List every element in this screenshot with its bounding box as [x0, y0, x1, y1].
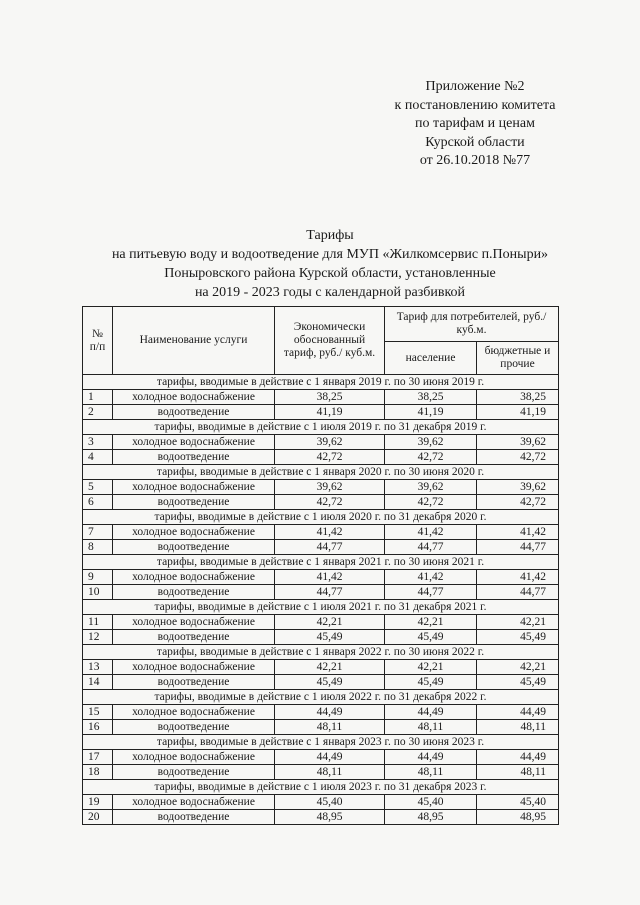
period-row [83, 465, 559, 480]
row-number: 11 [83, 615, 113, 630]
service-name: холодное водоснабжение [113, 435, 275, 450]
population-tariff-value: 41,42 [385, 570, 477, 585]
economic-tariff-value: 48,95 [275, 810, 385, 825]
economic-tariff-value: 45,49 [275, 675, 385, 690]
population-tariff-value: 44,49 [385, 750, 477, 765]
economic-tariff-value: 39,62 [275, 435, 385, 450]
budget-tariff-value: 42,72 [477, 450, 559, 465]
budget-tariff-value: 44,49 [477, 705, 559, 720]
service-name: водоотведение [113, 405, 275, 420]
economic-tariff-value: 44,77 [275, 585, 385, 600]
row-number: 15 [83, 705, 113, 720]
population-tariff-value: 44,77 [385, 540, 477, 555]
population-tariff-value: 48,11 [385, 765, 477, 780]
header-consumer-tariff: Тариф для потребителей, руб./куб.м. [385, 307, 559, 342]
budget-tariff-value: 42,21 [477, 615, 559, 630]
appendix-line: от 26.10.2018 №77 [419, 153, 531, 168]
period-label: тарифы, вводимые в действие с 1 июля 2023 г. по 31 декабря 2023 г. [83, 780, 559, 795]
table-row [83, 390, 559, 405]
header-budget: бюджетные и прочие [477, 342, 559, 375]
row-number: 12 [83, 630, 113, 645]
economic-tariff-value: 41,42 [275, 570, 385, 585]
economic-tariff-value: 41,42 [275, 525, 385, 540]
table-row [83, 615, 559, 630]
budget-tariff-value: 39,62 [477, 480, 559, 495]
title-line: на 2019 - 2023 годы с календарной разбивкой [194, 285, 466, 300]
budget-tariff-value: 42,21 [477, 660, 559, 675]
population-tariff-value: 39,62 [385, 435, 477, 450]
table-row [83, 480, 559, 495]
table-row [83, 660, 559, 675]
period-row [83, 555, 559, 570]
population-tariff-value: 45,49 [385, 630, 477, 645]
service-name: водоотведение [113, 675, 275, 690]
budget-tariff-value: 48,11 [477, 765, 559, 780]
economic-tariff-value: 38,25 [275, 390, 385, 405]
economic-tariff-value: 44,49 [275, 750, 385, 765]
row-number: 7 [83, 525, 113, 540]
population-tariff-value: 42,21 [385, 660, 477, 675]
population-tariff-value: 45,49 [385, 675, 477, 690]
service-name: водоотведение [113, 720, 275, 735]
budget-tariff-value: 48,11 [477, 720, 559, 735]
budget-tariff-value: 41,19 [477, 405, 559, 420]
service-name: холодное водоснабжение [113, 480, 275, 495]
budget-tariff-value: 45,40 [477, 795, 559, 810]
row-number: 20 [83, 810, 113, 825]
period-label: тарифы, вводимые в действие с 1 января 2023 г. по 30 июня 2023 г. [83, 735, 559, 750]
budget-tariff-value: 39,62 [477, 435, 559, 450]
period-row [83, 735, 559, 750]
row-number: 8 [83, 540, 113, 555]
population-tariff-value: 44,49 [385, 705, 477, 720]
service-name: холодное водоснабжение [113, 795, 275, 810]
service-name: водоотведение [113, 540, 275, 555]
economic-tariff-value: 41,19 [275, 405, 385, 420]
budget-tariff-value: 41,42 [477, 570, 559, 585]
population-tariff-value: 42,72 [385, 495, 477, 510]
population-tariff-value: 41,42 [385, 525, 477, 540]
service-name: холодное водоснабжение [113, 705, 275, 720]
population-tariff-value: 44,77 [385, 585, 477, 600]
row-number: 3 [83, 435, 113, 450]
table-row [83, 675, 559, 690]
appendix-line: Приложение №2 [425, 79, 525, 94]
service-name: холодное водоснабжение [113, 390, 275, 405]
period-label: тарифы, вводимые в действие с 1 июля 2020 г. по 31 декабря 2020 г. [83, 510, 559, 525]
service-name: водоотведение [113, 495, 275, 510]
table-row [83, 435, 559, 450]
service-name: холодное водоснабжение [113, 615, 275, 630]
table-row [83, 570, 559, 585]
table-row [83, 705, 559, 720]
row-number: 18 [83, 765, 113, 780]
row-number: 13 [83, 660, 113, 675]
economic-tariff-value: 42,21 [275, 660, 385, 675]
row-number: 9 [83, 570, 113, 585]
table-row [83, 495, 559, 510]
table-row [83, 810, 559, 825]
economic-tariff-value: 42,21 [275, 615, 385, 630]
period-row [83, 420, 559, 435]
service-name: холодное водоснабжение [113, 660, 275, 675]
row-number: 16 [83, 720, 113, 735]
period-row [83, 645, 559, 660]
appendix-header [360, 78, 590, 171]
economic-tariff-value: 39,62 [275, 480, 385, 495]
service-name: холодное водоснабжение [113, 525, 275, 540]
table-row [83, 585, 559, 600]
appendix-line: к постановлению комитета [394, 97, 556, 113]
header-economic-tariff: Экономически обоснованный тариф, руб./ куб.м. [275, 307, 385, 375]
appendix-line: по тарифам и ценам [415, 116, 535, 131]
service-name: водоотведение [113, 765, 275, 780]
period-label: тарифы, вводимые в действие с 1 января 2019 г. по 30 июня 2019 г. [83, 375, 559, 390]
row-number: 6 [83, 495, 113, 510]
tariff-table-body [83, 375, 559, 825]
economic-tariff-value: 48,11 [275, 720, 385, 735]
header-service: Наименование услуги [113, 307, 275, 375]
economic-tariff-value: 42,72 [275, 495, 385, 510]
service-name: водоотведение [113, 450, 275, 465]
period-row [83, 600, 559, 615]
table-row [83, 450, 559, 465]
budget-tariff-value: 48,95 [477, 810, 559, 825]
service-name: водоотведение [113, 585, 275, 600]
period-label: тарифы, вводимые в действие с 1 июля 2019 г. по 31 декабря 2019 г. [83, 420, 559, 435]
period-label: тарифы, вводимые в действие с 1 января 2021 г. по 30 июня 2021 г. [83, 555, 559, 570]
service-name: холодное водоснабжение [113, 750, 275, 765]
economic-tariff-value: 42,72 [275, 450, 385, 465]
economic-tariff-value: 44,49 [275, 705, 385, 720]
row-number: 1 [83, 390, 113, 405]
service-name: водоотведение [113, 630, 275, 645]
budget-tariff-value: 45,49 [477, 630, 559, 645]
population-tariff-value: 39,62 [385, 480, 477, 495]
budget-tariff-value: 44,77 [477, 585, 559, 600]
tariff-table [82, 306, 559, 825]
budget-tariff-value: 45,49 [477, 675, 559, 690]
row-number: 2 [83, 405, 113, 420]
economic-tariff-value: 45,49 [275, 630, 385, 645]
economic-tariff-value: 44,77 [275, 540, 385, 555]
row-number: 4 [83, 450, 113, 465]
period-label: тарифы, вводимые в действие с 1 июля 2022 г. по 31 декабря 2022 г. [83, 690, 559, 705]
table-row [83, 765, 559, 780]
population-tariff-value: 41,19 [385, 405, 477, 420]
period-row [83, 780, 559, 795]
budget-tariff-value: 38,25 [477, 390, 559, 405]
service-name: водоотведение [113, 810, 275, 825]
title-line: Поныровского района Курской области, установленные [164, 266, 496, 281]
budget-tariff-value: 44,77 [477, 540, 559, 555]
population-tariff-value: 48,11 [385, 720, 477, 735]
row-number: 14 [83, 675, 113, 690]
appendix-line: Курской области [425, 134, 525, 150]
service-name: холодное водоснабжение [113, 570, 275, 585]
population-tariff-value: 45,40 [385, 795, 477, 810]
table-row [83, 540, 559, 555]
period-row [83, 375, 559, 390]
table-row [83, 525, 559, 540]
budget-tariff-value: 42,72 [477, 495, 559, 510]
budget-tariff-value: 44,49 [477, 750, 559, 765]
table-row [83, 405, 559, 420]
period-row [83, 690, 559, 705]
population-tariff-value: 42,72 [385, 450, 477, 465]
budget-tariff-value: 41,42 [477, 525, 559, 540]
row-number: 17 [83, 750, 113, 765]
document-title [40, 226, 620, 302]
economic-tariff-value: 45,40 [275, 795, 385, 810]
population-tariff-value: 38,25 [385, 390, 477, 405]
economic-tariff-value: 48,11 [275, 765, 385, 780]
population-tariff-value: 48,95 [385, 810, 477, 825]
row-number: 19 [83, 795, 113, 810]
header-num: № п/п [83, 307, 113, 375]
table-row [83, 630, 559, 645]
table-row [83, 720, 559, 735]
period-label: тарифы, вводимые в действие с 1 января 2022 г. по 30 июня 2022 г. [83, 645, 559, 660]
table-row [83, 750, 559, 765]
row-number: 10 [83, 585, 113, 600]
title-line: Тарифы [306, 228, 354, 243]
population-tariff-value: 42,21 [385, 615, 477, 630]
period-row [83, 510, 559, 525]
title-line: на питьевую воду и водоотведение для МУП «Жилкомсервис п.Поныри» [111, 247, 549, 262]
table-row [83, 795, 559, 810]
period-label: тарифы, вводимые в действие с 1 января 2020 г. по 30 июня 2020 г. [83, 465, 559, 480]
row-number: 5 [83, 480, 113, 495]
header-population: население [385, 342, 477, 375]
period-label: тарифы, вводимые в действие с 1 июля 2021 г. по 31 декабря 2021 г. [83, 600, 559, 615]
